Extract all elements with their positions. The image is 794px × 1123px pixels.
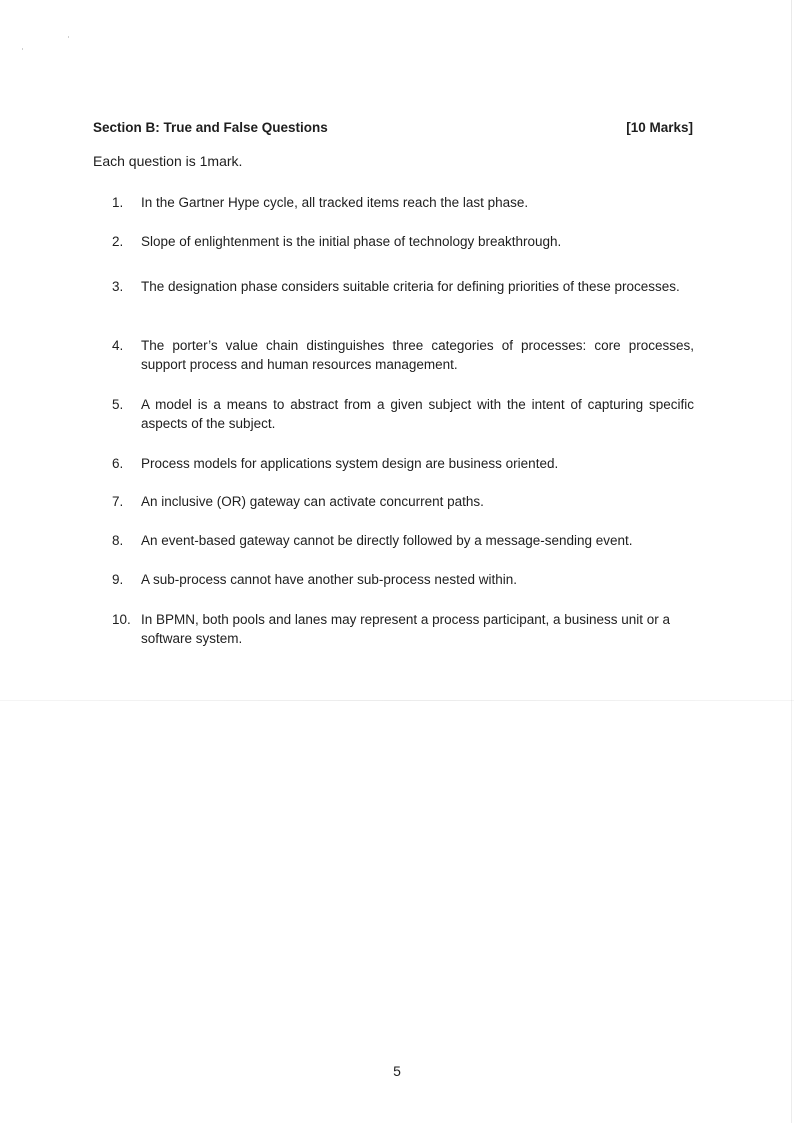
question-text: A model is a means to abstract from a given subject with the intent of capturing specific aspects of the subject. bbox=[141, 397, 694, 431]
question-item bbox=[112, 531, 694, 550]
scan-fold-line bbox=[0, 700, 794, 701]
question-text: Slope of enlightenment is the initial phase of technology breakthrough. bbox=[141, 234, 562, 249]
question-number: 1. bbox=[112, 195, 124, 210]
question-number: 2. bbox=[112, 234, 124, 249]
question-number: 6. bbox=[112, 456, 124, 471]
question-number: 9. bbox=[112, 572, 124, 587]
question-text: Process models for applications system design are business oriented. bbox=[141, 456, 559, 471]
question-item bbox=[112, 492, 694, 511]
question-item bbox=[112, 570, 694, 589]
question-text: The porter’s value chain distinguishes three categories of processes: core processes, support process and human resources management. bbox=[141, 338, 694, 372]
question-number: 10. bbox=[112, 612, 131, 627]
scan-edge bbox=[791, 0, 792, 1123]
question-item bbox=[112, 395, 694, 433]
question-number: 3. bbox=[112, 279, 124, 294]
section-marks: [10 Marks] bbox=[626, 120, 693, 135]
question-number: 7. bbox=[112, 494, 124, 509]
question-item bbox=[112, 193, 694, 212]
question-number: 5. bbox=[112, 397, 124, 412]
instructions-text: Each question is 1mark. bbox=[93, 153, 243, 169]
question-item bbox=[112, 610, 694, 648]
question-text: An inclusive (OR) gateway can activate concurrent paths. bbox=[141, 494, 484, 509]
question-text: In the Gartner Hype cycle, all tracked items reach the last phase. bbox=[141, 195, 529, 210]
question-item bbox=[112, 277, 694, 296]
question-text: An event-based gateway cannot be directly followed by a message-sending event. bbox=[141, 533, 633, 548]
section-title: Section B: True and False Questions bbox=[93, 120, 328, 135]
scan-speck bbox=[22, 48, 23, 50]
page-number: 5 bbox=[393, 1063, 401, 1079]
question-item bbox=[112, 336, 694, 374]
question-number: 8. bbox=[112, 533, 124, 548]
section-header bbox=[93, 120, 693, 138]
question-item bbox=[112, 232, 694, 251]
question-item bbox=[112, 454, 694, 473]
question-number: 4. bbox=[112, 338, 124, 353]
scan-speck bbox=[68, 36, 69, 38]
question-text: In BPMN, both pools and lanes may represent a process participant, a business unit or a software system. bbox=[141, 612, 671, 646]
question-text: The designation phase considers suitable criteria for defining priorities of these processes. bbox=[141, 279, 680, 294]
question-text: A sub-process cannot have another sub-process nested within. bbox=[141, 572, 517, 587]
